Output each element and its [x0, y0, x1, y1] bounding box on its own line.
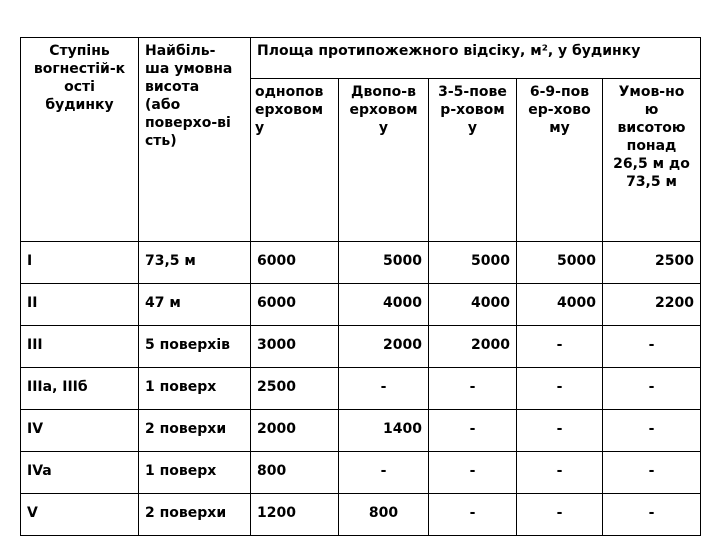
cell-height: 1 поверх	[139, 452, 251, 494]
cell-area: 6000	[251, 242, 339, 284]
table-row	[21, 494, 701, 536]
cell-height: 73,5 м	[139, 242, 251, 284]
cell-degree: I	[21, 242, 139, 284]
cell-area: -	[517, 452, 603, 494]
cell-area: -	[517, 494, 603, 536]
cell-area: 2000	[429, 326, 517, 368]
cell-area: -	[603, 326, 701, 368]
cell-area: -	[603, 368, 701, 410]
table-row	[21, 452, 701, 494]
cell-area: 1200	[251, 494, 339, 536]
subheader-two-storey: Двопо-в ерховом у	[339, 79, 429, 242]
header-fire-resistance-degree: Ступінь вогнестій-к ості будинку	[21, 38, 139, 242]
table-row	[21, 326, 701, 368]
cell-height: 47 м	[139, 284, 251, 326]
table-row	[21, 368, 701, 410]
cell-area: 5000	[517, 242, 603, 284]
cell-area: -	[339, 368, 429, 410]
cell-area: 2200	[603, 284, 701, 326]
cell-area: -	[339, 452, 429, 494]
cell-area: -	[603, 452, 701, 494]
cell-area: -	[429, 410, 517, 452]
header-max-height: Найбіль- ша умовна висота (або поверхо-ві сть)	[139, 38, 251, 242]
table-row	[21, 410, 701, 452]
cell-area: -	[603, 410, 701, 452]
subheader-one-storey: однопов ерховом у	[251, 79, 339, 242]
table-header-row	[21, 38, 701, 79]
cell-height: 2 поверхи	[139, 494, 251, 536]
cell-degree: IIIa, IIIб	[21, 368, 139, 410]
cell-degree: II	[21, 284, 139, 326]
cell-area: -	[603, 494, 701, 536]
cell-area: -	[517, 368, 603, 410]
cell-area: 2500	[251, 368, 339, 410]
cell-degree: IVa	[21, 452, 139, 494]
cell-height: 1 поверх	[139, 368, 251, 410]
cell-area: 2500	[603, 242, 701, 284]
cell-area: 800	[339, 494, 429, 536]
subheader-6-9-storey: 6-9-пов ер-хово му	[517, 79, 603, 242]
header-compartment-area: Площа протипожежного відсіку, м², у будинку	[251, 38, 701, 79]
cell-area: 5000	[339, 242, 429, 284]
cell-area: 2000	[339, 326, 429, 368]
cell-height: 2 поверхи	[139, 410, 251, 452]
cell-area: 4000	[339, 284, 429, 326]
cell-area: 6000	[251, 284, 339, 326]
cell-area: 2000	[251, 410, 339, 452]
cell-area: 5000	[429, 242, 517, 284]
cell-degree: IV	[21, 410, 139, 452]
cell-area: 4000	[517, 284, 603, 326]
subheader-3-5-storey: 3-5-пове р-ховом у	[429, 79, 517, 242]
cell-area: -	[517, 410, 603, 452]
cell-degree: V	[21, 494, 139, 536]
subheader-high-rise: Умов-но ю висотою понад 26,5 м до 73,5 м	[603, 79, 701, 242]
cell-area: 3000	[251, 326, 339, 368]
table-row	[21, 242, 701, 284]
cell-degree: III	[21, 326, 139, 368]
cell-area: -	[429, 368, 517, 410]
cell-area: -	[429, 494, 517, 536]
cell-area: 1400	[339, 410, 429, 452]
table-row	[21, 284, 701, 326]
cell-area: 4000	[429, 284, 517, 326]
cell-area: 800	[251, 452, 339, 494]
fire-compartment-table	[20, 37, 701, 536]
cell-area: -	[429, 452, 517, 494]
cell-area: -	[517, 326, 603, 368]
cell-height: 5 поверхів	[139, 326, 251, 368]
